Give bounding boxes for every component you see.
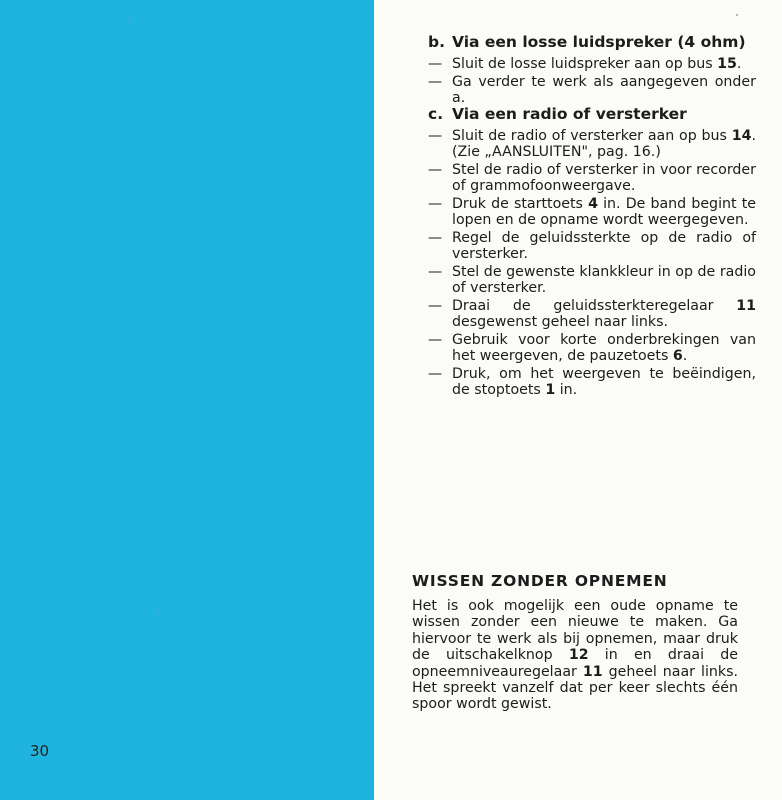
item-bold-number: 11 bbox=[736, 298, 756, 314]
item-text: Stel de radio of versterker in voor recorder of grammofoonweergave. bbox=[452, 162, 756, 195]
section-b-title: Via een losse luidspreker (4 ohm) bbox=[452, 33, 746, 51]
list-item bbox=[428, 332, 756, 364]
page-number: 30 bbox=[30, 742, 50, 760]
item-text: Druk de starttoets bbox=[452, 196, 589, 212]
item-text-after: desgewenst geheel naar links. bbox=[452, 314, 668, 331]
item-text-after: . (Zie „AANSLUITEN", pag. 16.) bbox=[452, 128, 756, 161]
wissen-bold-1: 12 bbox=[568, 647, 589, 664]
dash-marker: — bbox=[428, 366, 443, 382]
wissen-heading: WISSEN ZONDER OPNEMEN bbox=[412, 572, 668, 590]
dash-marker: — bbox=[428, 332, 443, 348]
section-b-list bbox=[428, 56, 756, 106]
paper-speck bbox=[736, 14, 738, 16]
list-item bbox=[428, 56, 756, 72]
list-item bbox=[428, 366, 756, 398]
item-text-after: . bbox=[736, 56, 742, 72]
section-c-letter: c. bbox=[428, 105, 444, 123]
item-text: Sluit de losse luidspreker aan op bus bbox=[452, 56, 718, 72]
section-b-heading bbox=[428, 32, 756, 52]
wissen-text-1: Het is ook mogelijk een oude opname te wissen zonder een nieuwe te maken. Ga hiervoor te werk als bij opnemen, maar druk de uitschakelknop bbox=[412, 598, 738, 664]
wissen-bold-2: 11 bbox=[582, 663, 603, 680]
paper-speck bbox=[128, 20, 130, 22]
wissen-text-2: in en draai de opneemniveauregelaar bbox=[412, 647, 738, 680]
dash-marker: — bbox=[428, 56, 443, 72]
item-text: Gebruik voor korte onderbrekingen van het weergeven, de pauzetoets bbox=[452, 332, 756, 365]
item-bold-number: 4 bbox=[588, 196, 598, 212]
section-c-heading bbox=[428, 104, 756, 124]
item-bold-number: 15 bbox=[717, 56, 737, 72]
item-text: Druk, om het weergeven te beëindigen, de stoptoets bbox=[452, 366, 756, 399]
section-b bbox=[428, 32, 756, 108]
dash-marker: — bbox=[428, 162, 443, 178]
list-item bbox=[428, 196, 756, 228]
list-item bbox=[428, 74, 756, 106]
wissen-text-3: geheel naar links. Het spreekt vanzelf dat per keer slechts één spoor wordt gewist. bbox=[412, 663, 738, 713]
list-item bbox=[428, 162, 756, 194]
dash-marker: — bbox=[428, 128, 443, 144]
section-b-letter: b. bbox=[428, 33, 445, 51]
list-item bbox=[428, 128, 756, 160]
dash-marker: — bbox=[428, 264, 443, 280]
item-text-after: in. bbox=[555, 382, 578, 399]
section-c-list bbox=[428, 128, 756, 398]
item-text-after: . bbox=[682, 348, 688, 365]
list-item bbox=[428, 264, 756, 296]
blue-cover-panel bbox=[0, 0, 374, 800]
item-text: Ga verder te werk als aangegeven onder a. bbox=[452, 73, 756, 106]
paper-speck bbox=[158, 612, 160, 614]
section-c bbox=[428, 104, 756, 400]
list-item bbox=[428, 298, 756, 330]
item-text-after: in. De band begint te lopen en de opname wordt weergegeven. bbox=[452, 196, 756, 229]
item-text: Regel de geluidssterkte op de radio of versterker. bbox=[452, 230, 756, 263]
dash-marker: — bbox=[428, 196, 443, 212]
item-text: Stel de gewenste klankkleur in op de radio of versterker. bbox=[452, 264, 756, 297]
item-text: Sluit de radio of versterker aan op bus bbox=[452, 128, 732, 144]
item-bold-number: 6 bbox=[672, 348, 683, 365]
dash-marker: — bbox=[428, 73, 443, 90]
section-c-title: Via een radio of versterker bbox=[452, 105, 687, 123]
list-item bbox=[428, 230, 756, 262]
item-bold-number: 1 bbox=[545, 382, 556, 399]
item-text: Draai de geluidssterkteregelaar bbox=[452, 298, 737, 314]
item-bold-number: 14 bbox=[731, 128, 752, 144]
dash-marker: — bbox=[428, 230, 443, 246]
wissen-paragraph bbox=[412, 598, 738, 713]
dash-marker: — bbox=[428, 298, 443, 314]
